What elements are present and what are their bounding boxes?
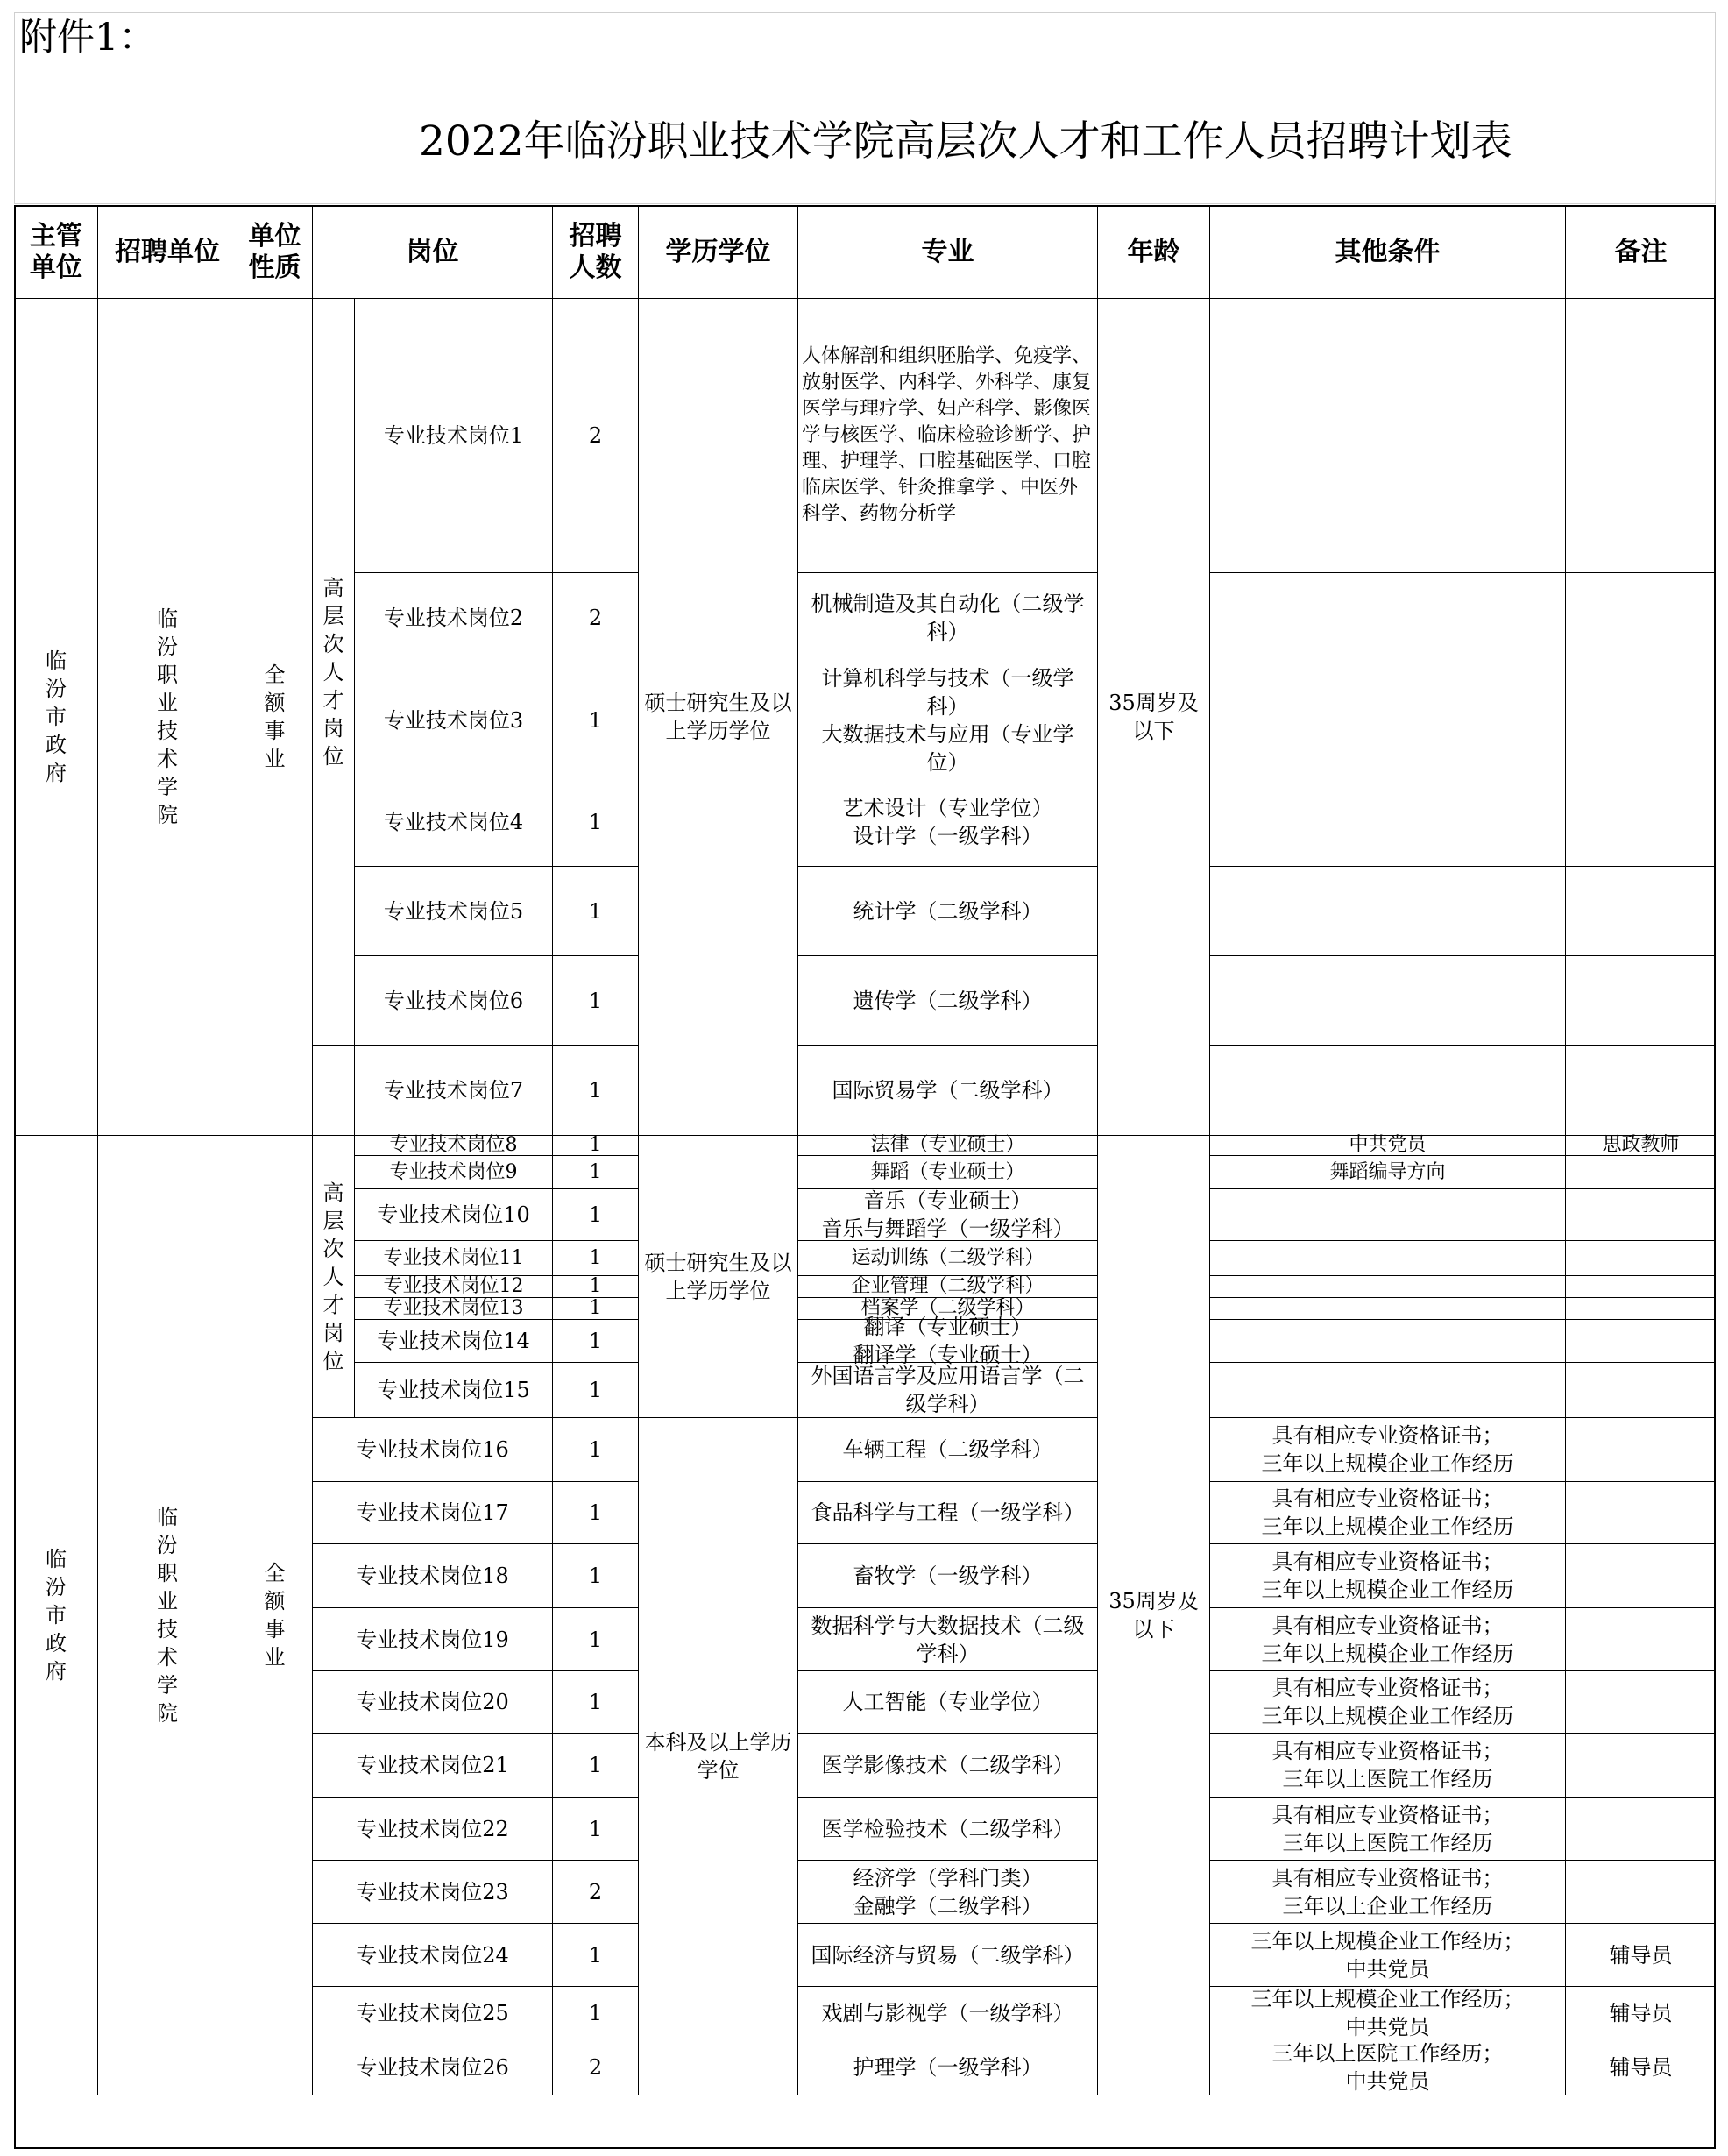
- education-cell: [638, 1417, 797, 2095]
- conditions-cell-text: 舞蹈编导方向: [1329, 1160, 1446, 1183]
- major-cell: [797, 1797, 1097, 1860]
- note-cell: [1565, 1275, 1716, 1297]
- post-cell: [312, 1797, 552, 1860]
- conditions-cell: [1209, 1297, 1565, 1319]
- count-cell: [552, 2039, 638, 2095]
- post-cell: [354, 1155, 552, 1188]
- major-cell-text: 计算机科学与技术（一级学科） 大数据技术与应用（专业学位）: [821, 665, 1074, 775]
- post-cell-text: 专业技术岗位20: [356, 1690, 509, 1714]
- major-cell-text: 运动训练（二级学科）: [851, 1246, 1045, 1269]
- count-cell-text: 1: [588, 1690, 603, 1714]
- conditions-cell: [1209, 1240, 1565, 1275]
- count-cell-text: 1: [589, 1275, 602, 1297]
- major-cell: [797, 1670, 1097, 1733]
- major-cell-text: 护理学（一级学科）: [853, 2054, 1043, 2080]
- major-cell-text: 翻译（专业硕士） 翻译学（专业硕士）: [853, 1315, 1043, 1367]
- post-cell-text: 专业技术岗位11: [383, 1246, 524, 1269]
- category-cell-text: 高层次人才岗位: [322, 1180, 344, 1373]
- header-post: [312, 205, 552, 298]
- note-cell: [1565, 1923, 1716, 1986]
- employer-cell-text: 临汾职业技术学院: [157, 606, 178, 827]
- conditions-cell: [1209, 1135, 1565, 1155]
- major-cell: [797, 572, 1097, 663]
- nature-cell-text: 全额事业: [264, 1561, 286, 1670]
- note-cell: [1565, 866, 1716, 955]
- post-cell-text: 专业技术岗位22: [356, 1816, 509, 1841]
- note-cell-text: 辅导员: [1609, 2054, 1673, 2080]
- note-cell: [1565, 1319, 1716, 1362]
- category-empty-cell: [312, 1045, 354, 1135]
- count-cell-text: 1: [589, 1297, 602, 1319]
- post-cell-text: 专业技术岗位2: [383, 606, 524, 630]
- header-post-text: 岗位: [406, 236, 459, 267]
- count-cell: [552, 1045, 638, 1135]
- post-cell: [354, 1045, 552, 1135]
- post-cell: [312, 2039, 552, 2095]
- count-cell-text: 1: [588, 2000, 603, 2025]
- count-cell: [552, 866, 638, 955]
- count-cell: [552, 1297, 638, 1319]
- conditions-cell-text: 三年以上规模企业工作经历； 中共党员: [1250, 1928, 1525, 1982]
- attachment-label: 附件1：: [19, 16, 157, 60]
- major-cell-text: 食品科学与工程（一级学科）: [811, 1500, 1085, 1525]
- count-cell-text: 1: [588, 1564, 603, 1588]
- post-cell: [312, 1543, 552, 1607]
- post-cell-text: 专业技术岗位10: [377, 1202, 530, 1227]
- conditions-cell: [1209, 1670, 1565, 1733]
- note-cell: [1565, 298, 1716, 572]
- post-cell: [354, 777, 552, 866]
- note-cell: [1565, 1240, 1716, 1275]
- major-cell: [797, 1315, 1097, 1367]
- category-cell-text: 高层次人才岗位: [322, 575, 344, 769]
- conditions-cell-text: 具有相应专业资格证书； 三年以上规模企业工作经历: [1261, 1486, 1514, 1539]
- header-major: [797, 205, 1097, 298]
- major-cell: [797, 2039, 1097, 2095]
- post-cell: [312, 1607, 552, 1670]
- header-authority-text: 主管单位: [30, 220, 82, 283]
- document-title: 2022年临汾职业技术学院高层次人才和工作人员招聘计划表: [419, 117, 1512, 166]
- category-cell: [312, 1135, 354, 1417]
- conditions-cell: [1209, 1417, 1565, 1481]
- note-cell: [1565, 777, 1716, 866]
- post-cell-text: 专业技术岗位26: [356, 2054, 509, 2080]
- post-cell-text: 专业技术岗位23: [356, 1879, 509, 1904]
- post-cell-text: 专业技术岗位16: [356, 1437, 509, 1462]
- post-cell-text: 专业技术岗位5: [383, 898, 524, 924]
- major-cell: [797, 1155, 1097, 1188]
- major-cell: [797, 298, 1097, 572]
- count-cell-text: 1: [588, 898, 603, 924]
- major-cell-text: 法律（专业硕士）: [870, 1134, 1025, 1156]
- education-cell-text: 本科及以上学历学位: [644, 1730, 792, 1783]
- major-cell-text: 国际经济与贸易（二级学科）: [811, 1942, 1085, 1968]
- count-cell: [552, 955, 638, 1045]
- recruitment-table: [14, 205, 1716, 2149]
- major-cell: [797, 1135, 1097, 1155]
- conditions-cell: [1209, 955, 1565, 1045]
- count-cell-text: 1: [589, 1160, 602, 1183]
- education-cell: [638, 1135, 797, 1417]
- count-cell: [552, 572, 638, 663]
- conditions-cell: [1209, 2039, 1565, 2095]
- post-cell-text: 专业技术岗位13: [383, 1297, 524, 1319]
- note-cell-text: 辅导员: [1609, 2000, 1673, 2025]
- count-cell: [552, 1135, 638, 1155]
- category-cell: [312, 298, 354, 1045]
- header-age: [1097, 205, 1209, 298]
- note-cell-text: 思政教师: [1602, 1134, 1680, 1156]
- note-cell: [1565, 1986, 1716, 2039]
- note-cell: [1565, 1135, 1716, 1155]
- post-cell: [354, 955, 552, 1045]
- note-cell: [1565, 1607, 1716, 1670]
- post-cell: [312, 1670, 552, 1733]
- post-cell: [312, 1860, 552, 1923]
- post-cell-text: 专业技术岗位4: [383, 809, 524, 834]
- post-cell-text: 专业技术岗位25: [356, 2000, 509, 2025]
- note-cell: [1565, 1297, 1716, 1319]
- age-cell-text: 35周岁及以下: [1108, 1589, 1199, 1642]
- count-cell: [552, 1240, 638, 1275]
- major-cell-text: 遗传学（二级学科）: [853, 988, 1043, 1013]
- count-cell: [552, 1319, 638, 1362]
- employer-cell: [97, 298, 237, 1135]
- header-employer-text: 招聘单位: [115, 236, 220, 267]
- note-cell: [1565, 1188, 1716, 1240]
- major-cell-text: 医学影像技术（二级学科）: [821, 1753, 1074, 1777]
- count-cell: [552, 1543, 638, 1607]
- count-cell: [552, 1986, 638, 2039]
- header-age-text: 年龄: [1127, 236, 1180, 267]
- conditions-cell: [1209, 572, 1565, 663]
- conditions-cell-text: 具有相应专业资格证书； 三年以上规模企业工作经历: [1261, 1613, 1514, 1666]
- major-cell: [797, 1045, 1097, 1135]
- authority-cell: [14, 1135, 97, 2095]
- post-cell-text: 专业技术岗位8: [389, 1134, 518, 1156]
- note-cell: [1565, 1417, 1716, 1481]
- count-cell: [552, 1481, 638, 1543]
- post-cell-text: 专业技术岗位18: [356, 1564, 509, 1588]
- conditions-cell: [1209, 1923, 1565, 1986]
- header-area: [14, 12, 1716, 204]
- major-cell-text: 人体解剖和组织胚胎学、免疫学、放射医学、内科学、外科学、康复医学与理疗学、妇产科学、影像医学与核医学、临床检验诊断学、护理、护理学、口腔基础医学、口腔临床医学、针灸推拿学 、中医外科学、药物分析学: [802, 345, 1092, 525]
- major-cell-text: 医学检验技术（二级学科）: [821, 1816, 1074, 1841]
- count-cell-text: 1: [588, 1378, 603, 1402]
- count-cell-text: 1: [588, 809, 603, 834]
- count-cell: [552, 1670, 638, 1733]
- note-cell: [1565, 1543, 1716, 1607]
- post-cell-text: 专业技术岗位19: [356, 1627, 509, 1652]
- conditions-cell: [1209, 777, 1565, 866]
- count-cell: [552, 1607, 638, 1670]
- count-cell-text: 1: [588, 1329, 603, 1353]
- conditions-cell-text: 具有相应专业资格证书； 三年以上医院工作经历: [1271, 1802, 1504, 1855]
- major-cell-text: 戏剧与影视学（一级学科）: [821, 2000, 1074, 2025]
- conditions-cell: [1209, 663, 1565, 777]
- conditions-cell: [1209, 1797, 1565, 1860]
- post-cell: [354, 866, 552, 955]
- count-cell-text: 1: [588, 1942, 603, 1968]
- age-cell: [1097, 298, 1209, 1135]
- major-cell: [797, 1481, 1097, 1543]
- major-cell-text: 经济学（学科门类） 金融学（二级学科）: [853, 1865, 1043, 1918]
- conditions-cell: [1209, 1860, 1565, 1923]
- count-cell-text: 2: [588, 1879, 603, 1904]
- count-cell: [552, 1860, 638, 1923]
- conditions-cell: [1209, 1607, 1565, 1670]
- authority-cell-text: 临汾市政府: [46, 1547, 67, 1684]
- note-cell: [1565, 2039, 1716, 2095]
- count-cell: [552, 1188, 638, 1240]
- header-education-text: 学历学位: [665, 236, 771, 267]
- count-cell: [552, 663, 638, 777]
- post-cell: [354, 1135, 552, 1155]
- post-cell: [354, 663, 552, 777]
- post-cell: [354, 298, 552, 572]
- post-cell-text: 专业技术岗位6: [383, 988, 524, 1013]
- post-cell: [354, 1188, 552, 1240]
- conditions-cell: [1209, 1045, 1565, 1135]
- count-cell: [552, 1733, 638, 1797]
- major-cell: [797, 1362, 1097, 1417]
- post-cell: [354, 1362, 552, 1417]
- major-cell-text: 数据科学与大数据技术（二级学科）: [811, 1613, 1085, 1666]
- header-nature-text: 单位性质: [248, 220, 301, 283]
- major-cell-text: 音乐（专业硕士） 音乐与舞蹈学（一级学科）: [821, 1188, 1074, 1241]
- major-cell: [797, 1860, 1097, 1923]
- major-cell: [797, 1275, 1097, 1297]
- major-cell-text: 人工智能（专业学位）: [842, 1690, 1053, 1714]
- conditions-cell-text: 中共党员: [1349, 1134, 1427, 1156]
- nature-cell-text: 全额事业: [264, 663, 286, 771]
- conditions-cell-text: 具有相应专业资格证书； 三年以上规模企业工作经历: [1261, 1423, 1514, 1476]
- nature-cell: [237, 1135, 312, 2095]
- major-cell-text: 档案学（二级学科）: [860, 1297, 1035, 1319]
- major-cell-text: 机械制造及其自动化（二级学科）: [811, 592, 1085, 644]
- header-count-text: 招聘人数: [569, 220, 622, 283]
- post-cell: [354, 1240, 552, 1275]
- header-conditions-text: 其他条件: [1335, 236, 1441, 267]
- education-cell: [638, 298, 797, 1135]
- major-cell: [797, 1543, 1097, 1607]
- note-cell: [1565, 663, 1716, 777]
- major-cell: [797, 1188, 1097, 1240]
- major-cell-text: 外国语言学及应用语言学（二级学科）: [811, 1364, 1085, 1416]
- post-cell-text: 专业技术岗位7: [383, 1078, 524, 1103]
- age-cell: [1097, 1135, 1209, 2095]
- header-count: [552, 205, 638, 298]
- conditions-cell: [1209, 866, 1565, 955]
- conditions-cell-text: 三年以上规模企业工作经历； 中共党员: [1250, 1986, 1525, 2039]
- major-cell-text: 艺术设计（专业学位） 设计学（一级学科）: [842, 795, 1053, 848]
- post-cell-text: 专业技术岗位1: [383, 423, 524, 448]
- major-cell: [797, 1240, 1097, 1275]
- header-note-text: 备注: [1614, 236, 1668, 267]
- count-cell-text: 1: [588, 1437, 603, 1462]
- note-cell: [1565, 1481, 1716, 1543]
- major-cell-text: 国际贸易学（二级学科）: [832, 1078, 1064, 1103]
- note-cell: [1565, 1155, 1716, 1188]
- count-cell: [552, 777, 638, 866]
- header-note: [1565, 205, 1716, 298]
- conditions-cell: [1209, 1543, 1565, 1607]
- conditions-cell-text: 具有相应专业资格证书； 三年以上企业工作经历: [1271, 1865, 1504, 1918]
- count-cell: [552, 1923, 638, 1986]
- count-cell: [552, 298, 638, 572]
- post-cell: [312, 1417, 552, 1481]
- note-cell: [1565, 955, 1716, 1045]
- post-cell: [312, 1733, 552, 1797]
- post-cell-text: 专业技术岗位21: [356, 1753, 509, 1777]
- count-cell-text: 1: [588, 1202, 603, 1227]
- authority-cell-text: 临汾市政府: [46, 649, 67, 785]
- conditions-cell: [1209, 1275, 1565, 1297]
- note-cell-text: 辅导员: [1609, 1942, 1673, 1968]
- conditions-cell: [1209, 298, 1565, 572]
- count-cell-text: 1: [588, 1627, 603, 1652]
- post-cell: [354, 1319, 552, 1362]
- count-cell-text: 1: [588, 1078, 603, 1103]
- note-cell: [1565, 1362, 1716, 1417]
- post-cell: [312, 1986, 552, 2039]
- header-employer: [97, 205, 237, 298]
- note-cell: [1565, 1733, 1716, 1797]
- note-cell: [1565, 1797, 1716, 1860]
- post-cell-text: 专业技术岗位15: [377, 1378, 530, 1402]
- post-cell-text: 专业技术岗位24: [356, 1942, 509, 1968]
- major-cell: [797, 663, 1097, 777]
- conditions-cell-text: 三年以上医院工作经历； 中共党员: [1271, 2040, 1504, 2094]
- header-major-text: 专业: [921, 236, 974, 267]
- header-education: [638, 205, 797, 298]
- count-cell: [552, 1797, 638, 1860]
- post-cell-text: 专业技术岗位3: [383, 707, 524, 733]
- major-cell: [797, 955, 1097, 1045]
- count-cell-text: 1: [588, 1500, 603, 1525]
- header-conditions: [1209, 205, 1565, 298]
- conditions-cell-text: 具有相应专业资格证书； 三年以上规模企业工作经历: [1261, 1676, 1514, 1728]
- count-cell: [552, 1275, 638, 1297]
- conditions-cell: [1209, 1481, 1565, 1543]
- count-cell: [552, 1362, 638, 1417]
- count-cell: [552, 1155, 638, 1188]
- count-cell-text: 1: [588, 988, 603, 1013]
- major-cell-text: 企业管理（二级学科）: [851, 1275, 1045, 1297]
- major-cell: [797, 1417, 1097, 1481]
- count-cell-text: 2: [588, 606, 603, 630]
- education-cell-text: 硕士研究生及以上学历学位: [644, 691, 792, 743]
- count-cell-text: 2: [588, 423, 603, 448]
- count-cell-text: 1: [588, 1816, 603, 1841]
- authority-cell: [14, 298, 97, 1135]
- employer-cell: [97, 1135, 237, 2095]
- conditions-cell: [1209, 1319, 1565, 1362]
- post-cell: [354, 572, 552, 663]
- header-authority: [14, 205, 97, 298]
- major-cell: [797, 1733, 1097, 1797]
- count-cell-text: 1: [589, 1134, 602, 1156]
- major-cell: [797, 777, 1097, 866]
- post-cell-text: 专业技术岗位12: [383, 1275, 524, 1297]
- major-cell-text: 舞蹈（专业硕士）: [870, 1160, 1025, 1183]
- count-cell-text: 1: [588, 707, 603, 733]
- post-cell: [354, 1275, 552, 1297]
- major-cell: [797, 866, 1097, 955]
- major-cell: [797, 1986, 1097, 2039]
- post-cell: [312, 1481, 552, 1543]
- conditions-cell: [1209, 1986, 1565, 2039]
- post-cell: [312, 1923, 552, 1986]
- age-cell-text: 35周岁及以下: [1108, 691, 1199, 743]
- note-cell: [1565, 1670, 1716, 1733]
- major-cell-text: 畜牧学（一级学科）: [853, 1564, 1043, 1588]
- education-cell-text: 硕士研究生及以上学历学位: [644, 1250, 792, 1303]
- major-cell-text: 车辆工程（二级学科）: [842, 1437, 1053, 1462]
- post-cell: [354, 1297, 552, 1319]
- nature-cell: [237, 298, 312, 1135]
- conditions-cell-text: 具有相应专业资格证书； 三年以上规模企业工作经历: [1261, 1550, 1514, 1602]
- conditions-cell: [1209, 1188, 1565, 1240]
- major-cell-text: 统计学（二级学科）: [853, 898, 1043, 924]
- major-cell: [797, 1923, 1097, 1986]
- post-cell-text: 专业技术岗位14: [377, 1329, 530, 1353]
- note-cell: [1565, 1860, 1716, 1923]
- note-cell: [1565, 572, 1716, 663]
- major-cell: [797, 1607, 1097, 1670]
- post-cell-text: 专业技术岗位17: [356, 1500, 509, 1525]
- conditions-cell: [1209, 1362, 1565, 1417]
- header-nature: [237, 205, 312, 298]
- count-cell-text: 1: [588, 1753, 603, 1777]
- count-cell: [552, 1417, 638, 1481]
- conditions-cell: [1209, 1155, 1565, 1188]
- note-cell: [1565, 1045, 1716, 1135]
- employer-cell-text: 临汾职业技术学院: [157, 1505, 178, 1726]
- count-cell-text: 1: [589, 1246, 602, 1269]
- conditions-cell-text: 具有相应专业资格证书； 三年以上医院工作经历: [1271, 1739, 1504, 1791]
- count-cell-text: 2: [588, 2054, 603, 2080]
- conditions-cell: [1209, 1733, 1565, 1797]
- post-cell-text: 专业技术岗位9: [389, 1160, 518, 1183]
